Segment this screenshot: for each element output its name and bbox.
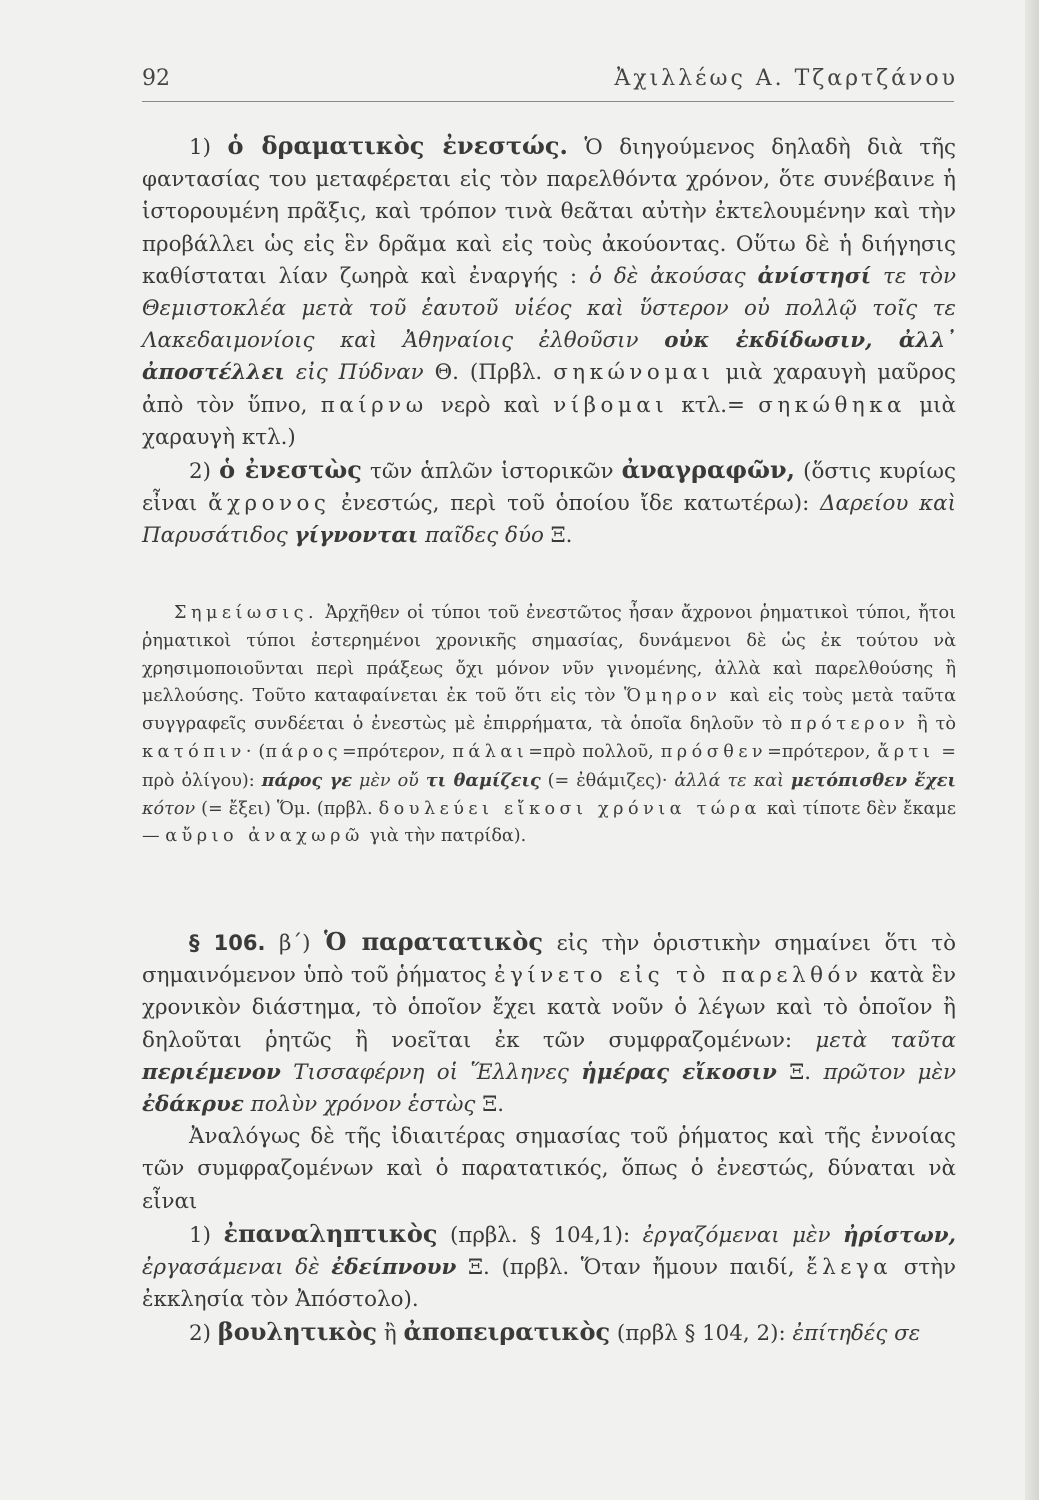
term-dramatic-present: ὁ δραματικὸς ἐνεστώς. — [227, 131, 568, 160]
section-105-continuation — [142, 130, 956, 553]
note-block — [142, 600, 956, 851]
term-imperfect: Ὁ παρατατικὸς — [324, 927, 544, 956]
term-volitional: βουλητικὸς — [217, 1317, 378, 1347]
section-number: § 106. — [189, 931, 266, 955]
page-edge — [1025, 0, 1039, 1500]
section-106 — [142, 926, 956, 1351]
page-number: 92 — [142, 66, 170, 91]
item-volitional: 2) βουλητικὸς ἢ ἀποπειρατικὸς (πρβλ § 104, 2): ἐπίτηδές σε — [189, 1317, 921, 1347]
note-paragraph: Σημείωσις. Ἀρχῆθεν οἱ τύποι τοῦ ἐνεστῶτος ἦσαν ἄχρονοι ῥηματικοὶ τύποι, ἤτοι ῥηματικοὶ τύποι ἐστερημένοι χρονικῆς σημασίας, δυνάμενοι δὲ ὡς ἐκ τούτου νὰ χρησιμοποιοῦνται περὶ πράξεως ὄχι μόνον νῦν γινομένης, ἀλλὰ καὶ παρελθούσης ἢ μελλούσης. Τοῦτο καταφαίνεται ἐκ τοῦ ὅτι εἰς τὸν Ὅμηρον καὶ εἰς τοὺς μετὰ ταῦτα συγγραφεῖς συνδέεται ὁ ἐνεστὼς μὲ ἐπιρρήματα, τὰ ὁποῖα δηλοῦν τὸ πρότερον ἢ τὸ κατόπιν· (πάρος=πρότερον, πάλαι=πρὸ πολλοῦ, πρόσθεν=πρότερον, ἄρτι = πρὸ ὀλίγου): πάρος γε μὲν οὔ τι θαμίζεις (= ἐθάμιζες)· ἀλλά τε καὶ μετόπισθεν ἔχει κότον (= ἔξει) Ὅμ. (πρβλ. δουλεύει εἴκοσι χρόνια τώρα καὶ τίποτε δὲν ἔκαμε — αὔριο ἀναχωρῶ γιὰ τὴν πατρίδα). — [142, 603, 957, 847]
term-repetitive: ἐπαναληπτικὸς — [223, 1218, 438, 1248]
item-repetitive: 1) ἐπαναληπτικὸς (πρβλ. § 104,1): ἐργαζόμεναι μὲν ἠρίστων, ἐργασάμεναι δὲ ἐδείπνουν Ξ. (πρβλ. Ὅταν ἤμουν παιδί, ἔλεγα στὴν ἐκκλησία τὸν Ἀπόστολο). — [142, 1218, 956, 1313]
term-historical-present: ὁ ἐνεστὼς — [219, 455, 362, 485]
paragraph-dramatic-present: 1) ὁ δραματικὸς ἐνεστώς. Ὁ διηγούμενος δηλαδὴ διὰ τῆς φαντασίας του μεταφέρεται εἰς τὸν παρελθόντα χρόνον, ὅτε συνέβαινε ἡ ἱστορουμένη πρᾶξις, καὶ τρόπον τινὰ θεᾶται αὐτὴν ἐκτελουμένην καὶ τὴν προβάλλει ὡς εἰς ἓν δρᾶμα καὶ εἰς τοὺς ἀκούοντας. Οὕτω δὲ ἡ διήγησις καθίσταται λίαν ζωηρὰ καὶ ἐναργής : ὁ δὲ ἀκούσας ἀνίστησί τε τὸν Θεμιστοκλέα μετὰ τοῦ ἑαυτοῦ υἱέος καὶ ὕστερον οὐ πολλῷ τοῖς τε Λακεδαιμονίοις καὶ Ἀθηναίοις ἐλθοῦσιν οὐκ ἐκδίδωσιν, ἀλλ᾽ ἀποστέλλει εἰς Πύδναν Θ. (Πρβλ. σηκώνομαι μιὰ χαραυγὴ μαῦρος ἀπὸ τὸν ὕπνο, παίρνω νερὸ καὶ νίβομαι κτλ.= σηκώθηκα μιὰ χαραυγὴ κτλ.) — [142, 131, 957, 450]
paragraph-imperfect: § 106. β΄) Ὁ παρατατικὸς εἰς τὴν ὁριστικὴν σημαίνει ὅτι τὸ σημαινόμενον ὑπὸ τοῦ ῥήματος ἐγίνετο εἰς τὸ παρελθόν κατὰ ἓν χρονικὸν διάστημα, τὸ ὁποῖον ἔχει κατὰ νοῦν ὁ λέγων καὶ τὸ ὁποῖον ἢ δηλοῦται ῥητῶς ἢ νοεῖται ἐκ τῶν συμφραζομένων: μετὰ ταῦτα περιέμενον Τισσαφέρνη οἱ Ἕλληνες ἡμέρας εἴκοσιν Ξ. πρῶτον μὲν ἐδάκρυε πολὺν χρόνον ἑστὼς Ξ. — [142, 927, 956, 1118]
running-title: Ἀχιλλέως Α. Τζαρτζάνου — [614, 66, 958, 91]
paragraph-analogy: Ἀναλόγως δὲ τῆς ἰδιαιτέρας σημασίας τοῦ ῥήματος καὶ τῆς ἐννοίας τῶν συμφραζομένων καὶ ὁ παρατατικός, ὅπως ὁ ἐνεστώς, δύναται νὰ εἶναι — [142, 1124, 956, 1214]
running-header — [142, 66, 958, 91]
paragraph-historical-present: 2) ὁ ἐνεστὼς τῶν ἁπλῶν ἱστορικῶν ἀναγραφῶν, (ὅστις κυρίως εἶναι ἄχρονος ἐνεστώς, περὶ τοῦ ὁποίου ἴδε κατωτέρω): Δαρείου καὶ Παρυσάτιδος γίγνονται παῖδες δύο Ξ. — [142, 455, 956, 549]
note-label: Σημείωσις. — [174, 603, 319, 623]
header-rule — [142, 101, 954, 102]
